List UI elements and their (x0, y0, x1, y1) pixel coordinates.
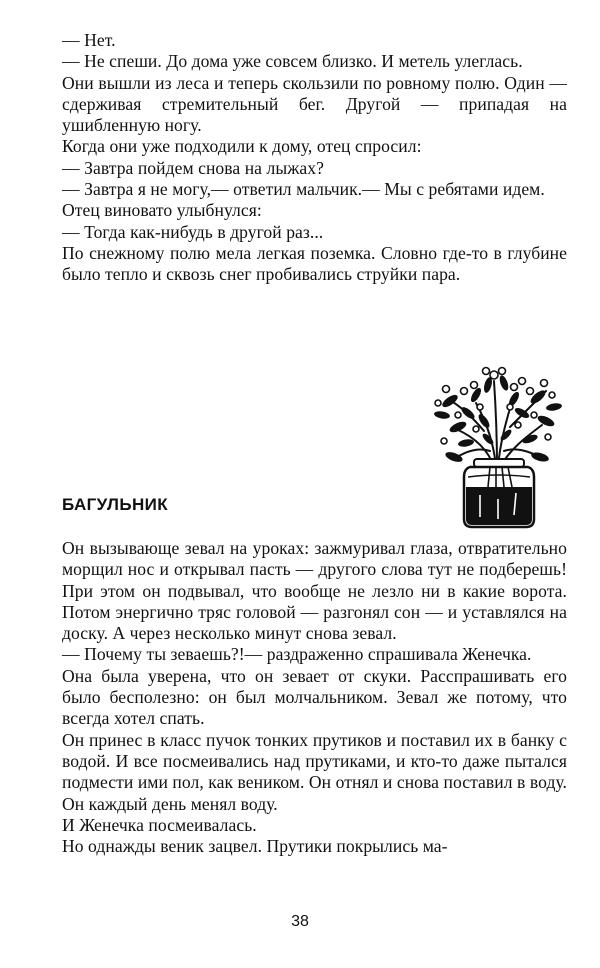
paragraph: Отец виновато улыбнулся: (62, 200, 262, 221)
paragraph: Но однажды веник зацвел. Прутики покрылись ма- (62, 836, 448, 857)
paragraph: Когда они уже подходили к дому, отец спросил: (62, 136, 422, 157)
paragraph: — Завтра я не могу,— ответил мальчик.— Мы с ребятами идем. (62, 179, 545, 200)
paragraph: — Завтра пойдем снова на лыжах? (62, 157, 324, 178)
paragraph: — Не спеши. До дома уже совсем близко. И метель улеглась. (62, 51, 523, 72)
paragraph: По снежному полю мела легкая поземка. Словно где-то в глубине было тепло и сквозь снег пробивались струйки пара. (62, 242, 567, 285)
ledum-branches-in-jar-icon (418, 355, 568, 530)
paragraph: Они вышли из леса и теперь скользили по ровному полю. Один — сдерживая стремительный бег. Другой — припадая на ушибленную ногу. (62, 72, 567, 136)
page-number: 38 (291, 913, 309, 930)
paragraph: И Женечка посмеивалась. (62, 814, 257, 835)
paragraph: — Тогда как-нибудь в другой раз... (62, 221, 324, 242)
chapter-title: БАГУЛЬНИК (62, 495, 169, 514)
paragraph: — Нет. (62, 30, 116, 50)
paragraph: Он вызывающе зевал на уроках: зажмуривал глаза, отвратительно морщил нос и открывал пасть — другого слова тут не подберешь! При этом он подвывал, что вообще не лезло ни в какие ворота. Потом энергично тряс головой — разгонял сон — и уставлялся на доску. А через несколько минут снова зевал. (62, 538, 567, 644)
chapter-text (62, 538, 567, 857)
paragraph: — Почему ты зеваешь?!— раздраженно спрашивала Женечка. (62, 644, 532, 665)
paragraph: Он принес в класс пучок тонких прутиков и поставил их в банку с водой. И все посмеивались над прутиками, и кто-то даже пытался подмести ими пол, как веником. Он отнял и снова поставил в воду. Он каждый день менял воду. (62, 729, 567, 814)
paragraph: Она была уверена, что он зевает от скуки. Расспрашивать его было бесполезно: он был молчальником. Зевал же потому, что всегда хотел спать. (62, 665, 567, 729)
story-ending-text (62, 30, 567, 286)
